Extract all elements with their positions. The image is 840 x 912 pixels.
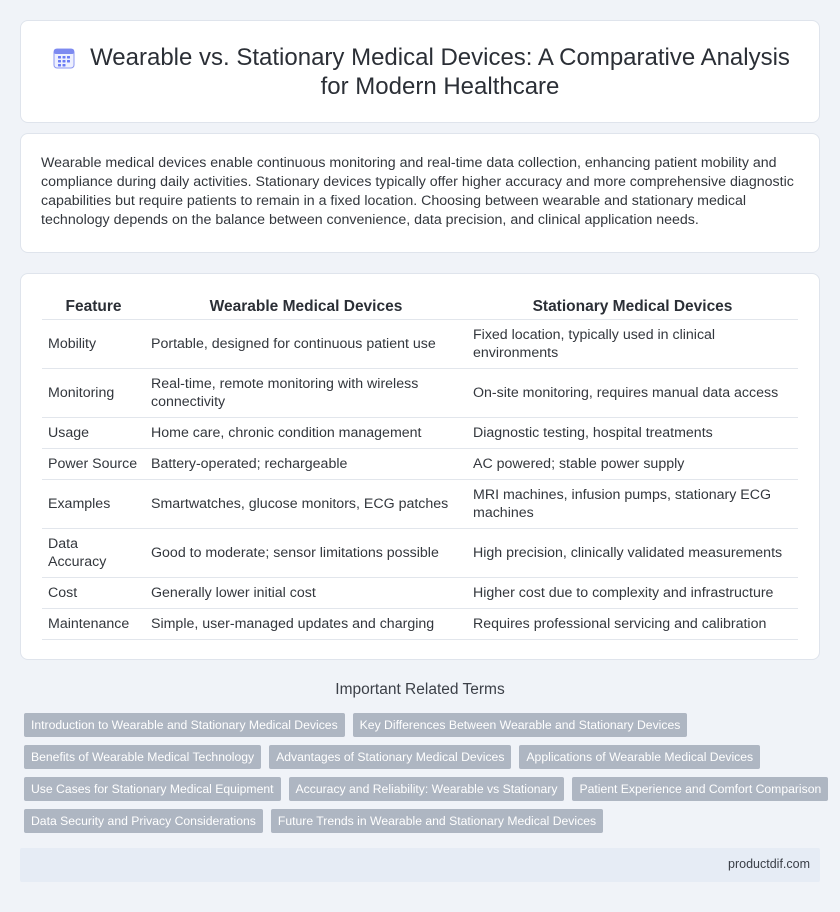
related-terms-title: Important Related Terms: [335, 681, 505, 698]
stationary-cell: AC powered; stable power supply: [467, 449, 798, 480]
intro-card: [20, 133, 820, 253]
related-term-tag[interactable]: Introduction to Wearable and Stationary Medical Devices: [24, 713, 345, 737]
feature-cell: Examples: [42, 480, 145, 529]
feature-cell: Maintenance: [42, 609, 145, 640]
table-row: [42, 369, 798, 418]
stationary-cell: Higher cost due to complexity and infrastructure: [467, 578, 798, 609]
feature-cell: Power Source: [42, 449, 145, 480]
wearable-cell: Portable, designed for continuous patient use: [145, 320, 467, 369]
table-row: [42, 529, 798, 578]
related-term-tag[interactable]: Data Security and Privacy Considerations: [24, 809, 263, 833]
wearable-cell: Battery-operated; rechargeable: [145, 449, 467, 480]
wearable-cell: Simple, user-managed updates and charging: [145, 609, 467, 640]
column-header-wearable: Wearable Medical Devices: [145, 294, 467, 320]
related-term-tag[interactable]: Benefits of Wearable Medical Technology: [24, 745, 261, 769]
related-term-tag[interactable]: Patient Experience and Comfort Comparison: [572, 777, 828, 801]
tag-row: [24, 745, 824, 769]
related-terms-list: [24, 713, 824, 841]
tag-row: [24, 777, 824, 801]
footer-bar: [20, 848, 820, 882]
related-term-tag[interactable]: Use Cases for Stationary Medical Equipment: [24, 777, 281, 801]
comparison-table-card: [20, 273, 820, 660]
stationary-cell: High precision, clinically validated measurements: [467, 529, 798, 578]
table-row: [42, 609, 798, 640]
tag-row: [24, 713, 824, 737]
wearable-cell: Real-time, remote monitoring with wireless connectivity: [145, 369, 467, 418]
table-row: [42, 578, 798, 609]
column-header-feature: Feature: [42, 294, 145, 320]
wearable-cell: Smartwatches, glucose monitors, ECG patches: [145, 480, 467, 529]
related-term-tag[interactable]: Future Trends in Wearable and Stationary Medical Devices: [271, 809, 603, 833]
stationary-cell: Fixed location, typically used in clinical environments: [467, 320, 798, 369]
intro-paragraph: Wearable medical devices enable continuous monitoring and real-time data collection, enhancing patient mobility and compliance during daily activities. Stationary devices typically offer higher accuracy and more comprehensive diagnostic capabilities but require patients to remain in a fixed location. Choosing between wearable and stationary medical technology depends on the balance between convenience, data precision, and clinical application needs.: [41, 155, 794, 228]
wearable-cell: Good to moderate; sensor limitations possible: [145, 529, 467, 578]
footer-brand-link[interactable]: productdif.com: [728, 857, 810, 871]
related-term-tag[interactable]: Applications of Wearable Medical Devices: [519, 745, 760, 769]
stationary-cell: Diagnostic testing, hospital treatments: [467, 418, 798, 449]
feature-cell: Cost: [42, 578, 145, 609]
table-row: [42, 480, 798, 529]
wearable-cell: Home care, chronic condition management: [145, 418, 467, 449]
related-term-tag[interactable]: Advantages of Stationary Medical Devices: [269, 745, 511, 769]
feature-cell: Monitoring: [42, 369, 145, 418]
feature-cell: Usage: [42, 418, 145, 449]
feature-cell: Data Accuracy: [42, 529, 145, 578]
stationary-cell: Requires professional servicing and calibration: [467, 609, 798, 640]
column-header-stationary: Stationary Medical Devices: [467, 294, 798, 320]
related-term-tag[interactable]: Key Differences Between Wearable and Stationary Devices: [353, 713, 688, 737]
header-card: [20, 20, 820, 123]
comparison-table: [42, 294, 798, 640]
page-title: Wearable vs. Stationary Medical Devices: A Comparative Analysis for Modern Healthcare: [90, 44, 790, 100]
feature-cell: Mobility: [42, 320, 145, 369]
table-row: [42, 320, 798, 369]
wearable-cell: Generally lower initial cost: [145, 578, 467, 609]
tag-row: [24, 809, 824, 833]
table-row: [42, 449, 798, 480]
table-header-row: [42, 294, 798, 320]
related-term-tag[interactable]: Accuracy and Reliability: Wearable vs Stationary: [289, 777, 565, 801]
table-row: [42, 418, 798, 449]
stationary-cell: On-site monitoring, requires manual data access: [467, 369, 798, 418]
stationary-cell: MRI machines, infusion pumps, stationary ECG machines: [467, 480, 798, 529]
